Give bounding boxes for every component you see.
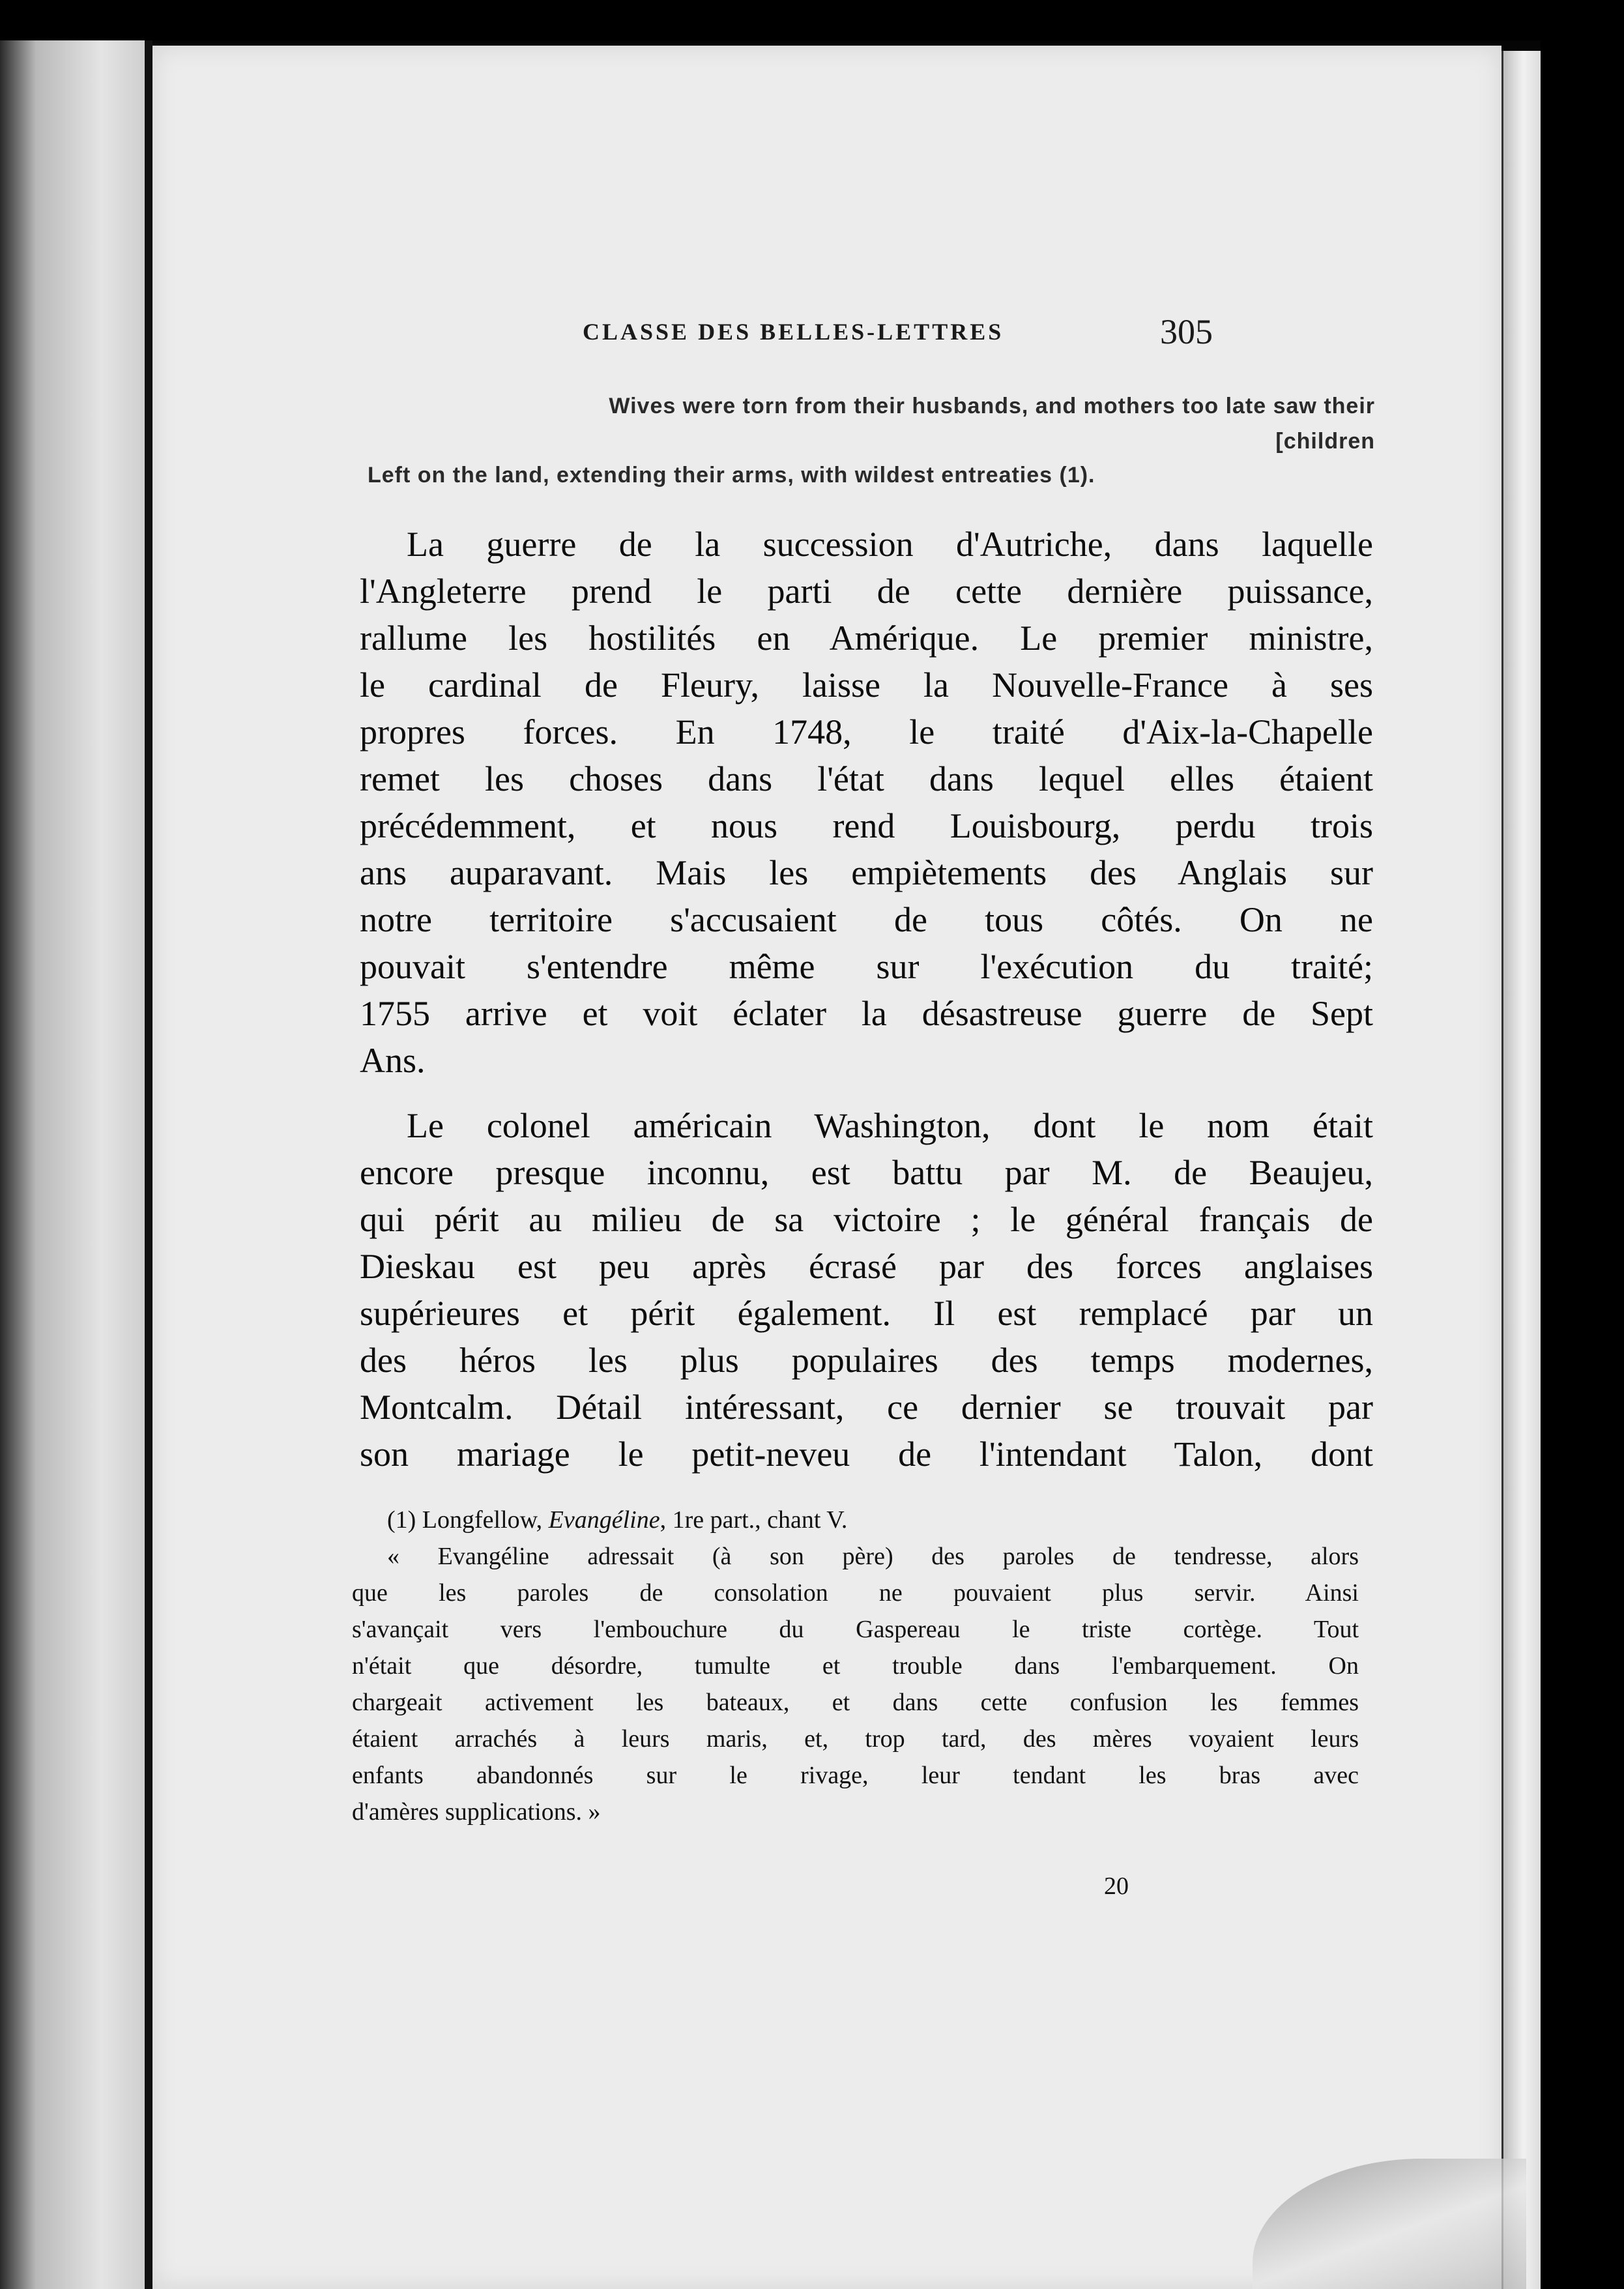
footnote-line: étaient arrachés à leurs maris, et, trop tard, des mères voyaient leurs — [352, 1725, 1359, 1753]
body-line: pouvait s'entendre même sur l'exécution du traité; — [360, 947, 1373, 986]
book-page — [152, 46, 1501, 2289]
body-line: supérieures et périt également. Il est remplacé par un — [360, 1294, 1373, 1333]
body-line: Dieskau est peu après écrasé par des forces anglaises — [360, 1247, 1373, 1286]
body-line: ans auparavant. Mais les empiètements des Anglais sur — [360, 853, 1373, 892]
page-number: 305 — [1160, 312, 1213, 351]
body-line: son mariage le petit-neveu de l'intendant Talon, dont — [360, 1435, 1373, 1474]
scan-top-border — [0, 0, 1624, 40]
body-line: précédemment, et nous rend Louisbourg, perdu trois — [360, 806, 1373, 845]
body-line: l'Angleterre prend le parti de cette dernière puissance, — [360, 572, 1373, 611]
running-head: CLASSE DES BELLES-LETTRES — [583, 319, 1004, 345]
body-line: encore presque inconnu, est battu par M. de Beaujeu, — [360, 1153, 1373, 1192]
body-line: rallume les hostilités en Amérique. Le premier ministre, — [360, 619, 1373, 658]
previous-page-edge — [0, 40, 145, 2289]
body-line: Montcalm. Détail intéressant, ce dernier se trouvait par — [360, 1388, 1373, 1427]
footnote-line: n'était que désordre, tumulte et trouble dans l'embarquement. On — [352, 1652, 1359, 1680]
footnote-ref-title: Evangéline — [548, 1506, 660, 1534]
body-line: le cardinal de Fleury, laisse la Nouvelle-France à ses — [360, 665, 1373, 705]
verse-line: [children — [1275, 429, 1375, 454]
footnote-line: que les paroles de consolation ne pouvaient plus servir. Ainsi — [352, 1579, 1359, 1607]
footnote-line: d'amères supplications. » — [352, 1798, 601, 1826]
footnote-reference — [387, 1506, 1359, 1534]
footnote-line: chargeait activement les bateaux, et dans cette confusion les femmes — [352, 1689, 1359, 1716]
body-line: propres forces. En 1748, le traité d'Aix-la-Chapelle — [360, 712, 1373, 751]
footnote-line: « Evangéline adressait (à son père) des paroles de tendresse, alors — [387, 1543, 1359, 1570]
verse-line: Left on the land, extending their arms, with wildest entreaties (1). — [368, 463, 1095, 488]
body-line: notre territoire s'accusaient de tous côtés. On ne — [360, 900, 1373, 939]
book-gutter — [145, 40, 152, 2289]
body-line: remet les choses dans l'état dans lequel elles étaient — [360, 759, 1373, 798]
footnote-ref-prefix: (1) Longfellow, — [387, 1506, 549, 1534]
verse-line: Wives were torn from their husbands, and mothers too late saw their — [609, 394, 1375, 418]
page-fore-edge — [1501, 51, 1543, 2289]
body-line: 1755 arrive et voit éclater la désastreuse guerre de Sept — [360, 994, 1373, 1033]
body-line: des héros les plus populaires des temps modernes, — [360, 1341, 1373, 1380]
footnote-line: s'avançait vers l'embouchure du Gaspereau le triste cortège. Tout — [352, 1616, 1359, 1643]
body-line: Ans. — [360, 1041, 426, 1080]
footnote-line: enfants abandonnés sur le rivage, leur tendant les bras avec — [352, 1762, 1359, 1789]
body-line: La guerre de la succession d'Autriche, dans laquelle — [407, 525, 1373, 564]
body-line: qui périt au milieu de sa victoire ; le général français de — [360, 1200, 1373, 1239]
page-content — [152, 46, 1501, 2289]
signature-mark: 20 — [1104, 1873, 1129, 1900]
footnote-ref-suffix: , 1re part., chant V. — [660, 1506, 848, 1534]
scan-right-border — [1541, 40, 1624, 2289]
body-line: Le colonel américain Washington, dont le nom était — [407, 1106, 1373, 1145]
